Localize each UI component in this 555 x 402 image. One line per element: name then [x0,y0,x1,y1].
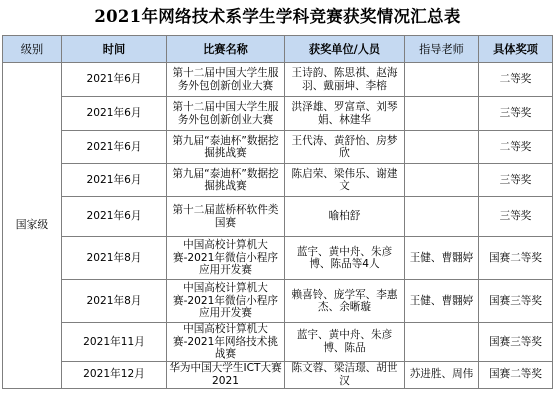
header-winner: 获奖单位/人员 [285,36,405,63]
table-row [3,323,553,362]
teacher-cell [405,131,479,164]
table-row [3,97,553,131]
competition-cell: 华为中国大学生ICT大赛2021 [167,361,285,388]
competition-cell: 第九届“泰迪杯”数据挖掘挑战赛 [167,131,285,164]
award-cell: 三等奖 [479,97,553,131]
time-cell: 2021年8月 [62,237,167,280]
time-cell: 2021年6月 [62,63,167,97]
competition-cell: 第十二届中国大学生服务外包创新创业大赛 [167,63,285,97]
competition-cell: 第十二届中国大学生服务外包创新创业大赛 [167,97,285,131]
header-award: 具体奖项 [479,36,553,63]
level-cell: 国家级 [3,63,62,389]
header-competition: 比赛名称 [167,36,285,63]
award-cell: 三等奖 [479,164,553,197]
award-summary-table [2,35,553,389]
winner-cell: 王诗韵、陈思祺、赵海羽、戴丽坤、李榕 [285,63,405,97]
time-cell: 2021年6月 [62,197,167,237]
award-cell: 二等奖 [479,63,553,97]
table-row [3,197,553,237]
winner-cell: 洪泽雄、罗富章、刘琴娟、林建华 [285,97,405,131]
award-cell: 三等奖 [479,197,553,237]
winner-cell: 蓝宇、黄中舟、朱彦博、陈品等4人 [285,237,405,280]
table-row [3,131,553,164]
header-level: 级别 [3,36,62,63]
time-cell: 2021年6月 [62,97,167,131]
teacher-cell [405,197,479,237]
table-row [3,237,553,280]
header-time: 时间 [62,36,167,63]
competition-cell: 第十二届蓝桥杯软件类国赛 [167,197,285,237]
page-title: 2021年网络技术系学生学科竞赛获奖情况汇总表 [94,7,461,26]
time-cell: 2021年6月 [62,131,167,164]
winner-cell: 陈文蓉、梁洁璟、胡世汉 [285,361,405,388]
teacher-cell: 王健、曹翾婷 [405,237,479,280]
winner-cell: 王代涛、黄舒怡、房梦欣 [285,131,405,164]
competition-cell: 第九届“泰迪杯”数据挖掘挑战赛 [167,164,285,197]
time-cell: 2021年6月 [62,164,167,197]
competition-cell: 中国高校计算机大赛-2021年微信小程序应用开发赛 [167,237,285,280]
table-header-row [3,36,553,63]
teacher-cell [405,97,479,131]
header-teacher: 指导老师 [405,36,479,63]
table-row [3,63,553,97]
award-cell: 国赛三等奖 [479,323,553,362]
award-cell: 国赛二等奖 [479,361,553,388]
teacher-cell [405,164,479,197]
award-cell: 二等奖 [479,131,553,164]
competition-cell: 中国高校计算机大赛-2021年网络技术挑战赛 [167,323,285,362]
time-cell: 2021年11月 [62,323,167,362]
teacher-cell: 王健、曹翾婷 [405,280,479,323]
time-cell: 2021年12月 [62,361,167,388]
table-row [3,361,553,388]
award-cell: 国赛二等奖 [479,237,553,280]
teacher-cell [405,63,479,97]
winner-cell: 蓝宇、黄中舟、朱彦博、陈品 [285,323,405,362]
teacher-cell [405,323,479,362]
teacher-cell: 苏进胜、周伟 [405,361,479,388]
winner-cell: 赖喜铃、庞学军、李惠杰、余晰璇 [285,280,405,323]
winner-cell: 喻柏舒 [285,197,405,237]
award-cell: 国赛三等奖 [479,280,553,323]
table-row [3,280,553,323]
competition-cell: 中国高校计算机大赛-2021年微信小程序应用开发赛 [167,280,285,323]
time-cell: 2021年8月 [62,280,167,323]
winner-cell: 陈启荣、梁伟乐、谢建文 [285,164,405,197]
table-row [3,164,553,197]
